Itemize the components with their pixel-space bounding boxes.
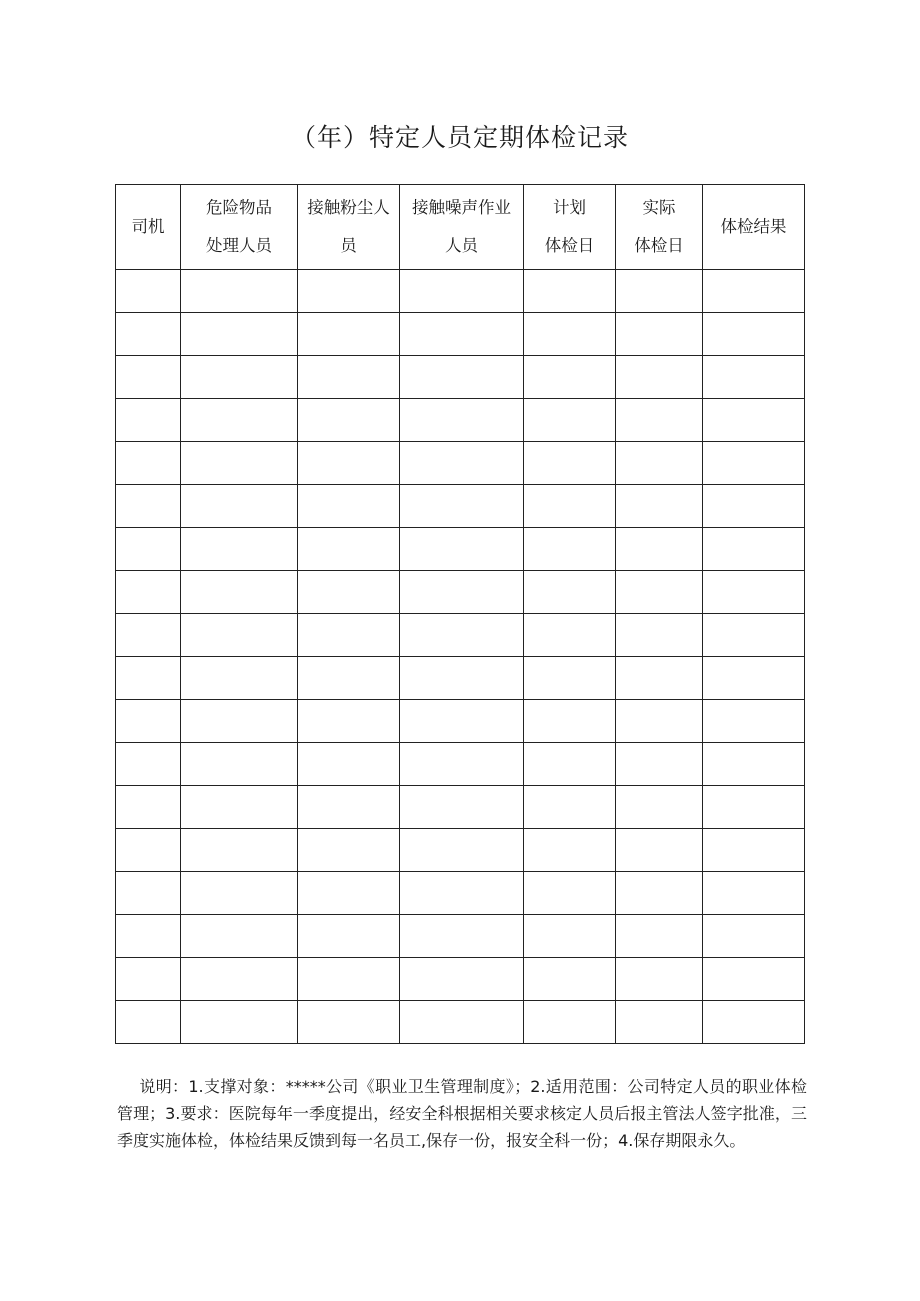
column-header-line: 接触噪声作业: [412, 198, 511, 217]
table-cell[interactable]: [116, 743, 181, 786]
table-cell[interactable]: [181, 399, 298, 442]
table-row: [116, 356, 805, 399]
table-cell[interactable]: [181, 442, 298, 485]
table-cell[interactable]: [116, 786, 181, 829]
table-cell[interactable]: [616, 571, 703, 614]
table-cell[interactable]: [703, 915, 805, 958]
page-title: （年）特定人员定期体检记录: [290, 123, 629, 152]
column-header-actual: [616, 185, 703, 270]
table-cell[interactable]: [298, 442, 400, 485]
table-cell[interactable]: [616, 786, 703, 829]
table-cell[interactable]: [181, 313, 298, 356]
table-cell[interactable]: [524, 958, 616, 1001]
table-cell[interactable]: [116, 872, 181, 915]
table-cell[interactable]: [703, 313, 805, 356]
table-cell[interactable]: [524, 786, 616, 829]
column-header-line: 司机: [131, 217, 165, 236]
column-header-hazardous: [181, 185, 298, 270]
table-cell[interactable]: [298, 1001, 400, 1044]
table-cell[interactable]: [524, 829, 616, 872]
table-cell[interactable]: [181, 614, 298, 657]
table-cell[interactable]: [181, 743, 298, 786]
table-cell[interactable]: [524, 872, 616, 915]
table-cell[interactable]: [616, 1001, 703, 1044]
table-cell[interactable]: [703, 528, 805, 571]
column-header-line: 员: [340, 236, 357, 255]
table-cell[interactable]: [524, 528, 616, 571]
table-cell[interactable]: [703, 614, 805, 657]
table-cell[interactable]: [703, 270, 805, 313]
table-row: [116, 829, 805, 872]
table-cell[interactable]: [616, 872, 703, 915]
table-cell[interactable]: [298, 399, 400, 442]
table-cell[interactable]: [116, 1001, 181, 1044]
table-cell[interactable]: [703, 442, 805, 485]
table-cell[interactable]: [298, 485, 400, 528]
table-cell[interactable]: [116, 571, 181, 614]
table-cell[interactable]: [116, 958, 181, 1001]
table-row: [116, 743, 805, 786]
table-cell[interactable]: [703, 657, 805, 700]
table-cell[interactable]: [298, 571, 400, 614]
table-cell[interactable]: [298, 313, 400, 356]
table-cell[interactable]: [703, 743, 805, 786]
table-cell[interactable]: [298, 614, 400, 657]
table-cell[interactable]: [181, 872, 298, 915]
table-cell[interactable]: [616, 614, 703, 657]
table-cell[interactable]: [703, 829, 805, 872]
table-cell[interactable]: [181, 485, 298, 528]
checkup-record-table: [115, 184, 805, 1044]
table-cell[interactable]: [181, 1001, 298, 1044]
table-row: [116, 571, 805, 614]
table-row: [116, 399, 805, 442]
table-cell[interactable]: [524, 700, 616, 743]
table-cell[interactable]: [116, 915, 181, 958]
table-row: [116, 614, 805, 657]
table-cell[interactable]: [616, 657, 703, 700]
table-cell[interactable]: [116, 485, 181, 528]
table-row: [116, 1001, 805, 1044]
table-cell[interactable]: [524, 485, 616, 528]
table-cell[interactable]: [181, 270, 298, 313]
table-cell[interactable]: [616, 313, 703, 356]
column-header-line: 体检日: [544, 236, 595, 255]
table-cell[interactable]: [181, 700, 298, 743]
table-cell[interactable]: [116, 356, 181, 399]
table-cell[interactable]: [524, 356, 616, 399]
table-cell[interactable]: [703, 356, 805, 399]
table-cell[interactable]: [400, 571, 524, 614]
table-cell[interactable]: [298, 872, 400, 915]
column-header-result: [703, 185, 805, 270]
table-cell[interactable]: [298, 958, 400, 1001]
table-cell[interactable]: [116, 270, 181, 313]
table-cell[interactable]: [116, 313, 181, 356]
table-cell[interactable]: [703, 700, 805, 743]
table-cell[interactable]: [400, 958, 524, 1001]
table-row: [116, 313, 805, 356]
column-header-line: 处理人员: [206, 236, 272, 255]
table-cell[interactable]: [400, 614, 524, 657]
table-cell[interactable]: [298, 700, 400, 743]
note-text: 说明：1.支撑对象：*****公司《职业卫生管理制度》；2.适用范围：公司特定人员的职业体检管理；3.要求：医院每年一季度提出，经安全科根据相关要求核定人员后报主管法人签字批准，三季度实施体检，体检结果反馈到每一名员工,保存一份，报安全科一份；4.保存期限永久。: [117, 1077, 807, 1150]
table-cell[interactable]: [524, 571, 616, 614]
column-header-line: 人员: [445, 236, 478, 255]
column-header-line: 接触粉尘人: [307, 198, 390, 217]
table-cell[interactable]: [616, 743, 703, 786]
table-cell[interactable]: [298, 657, 400, 700]
table-row: [116, 700, 805, 743]
table-cell[interactable]: [181, 571, 298, 614]
table-cell[interactable]: [400, 313, 524, 356]
table-cell[interactable]: [116, 657, 181, 700]
table-header-row: [116, 185, 805, 270]
table-cell[interactable]: [181, 786, 298, 829]
table-cell[interactable]: [400, 872, 524, 915]
table-cell[interactable]: [298, 786, 400, 829]
table-cell[interactable]: [616, 829, 703, 872]
table-cell[interactable]: [400, 442, 524, 485]
table-cell[interactable]: [116, 700, 181, 743]
table-cell[interactable]: [616, 528, 703, 571]
table-cell[interactable]: [181, 356, 298, 399]
table-cell[interactable]: [400, 786, 524, 829]
table-cell[interactable]: [400, 1001, 524, 1044]
column-header-line: 实际: [642, 198, 676, 217]
table-cell[interactable]: [181, 657, 298, 700]
table-cell[interactable]: [703, 485, 805, 528]
table-cell[interactable]: [400, 743, 524, 786]
table-row: [116, 485, 805, 528]
table-row: [116, 442, 805, 485]
table-cell[interactable]: [400, 657, 524, 700]
table-cell[interactable]: [400, 528, 524, 571]
table-cell[interactable]: [703, 1001, 805, 1044]
table-cell[interactable]: [616, 442, 703, 485]
table-row: [116, 270, 805, 313]
explanatory-note: [117, 1073, 807, 1154]
table-cell[interactable]: [400, 356, 524, 399]
table-cell[interactable]: [298, 356, 400, 399]
table-cell[interactable]: [524, 915, 616, 958]
table-cell[interactable]: [298, 743, 400, 786]
table-cell[interactable]: [524, 1001, 616, 1044]
column-header-line: 危险物品: [206, 198, 272, 217]
column-header-line: 计划: [553, 198, 586, 217]
table-row: [116, 958, 805, 1001]
table-cell[interactable]: [298, 915, 400, 958]
table-cell[interactable]: [116, 442, 181, 485]
table-cell[interactable]: [524, 313, 616, 356]
table-row: [116, 915, 805, 958]
column-header-dust: [298, 185, 400, 270]
table-cell[interactable]: [400, 485, 524, 528]
table-cell[interactable]: [524, 743, 616, 786]
table-row: [116, 528, 805, 571]
table-cell[interactable]: [703, 872, 805, 915]
table-cell[interactable]: [524, 442, 616, 485]
table-cell[interactable]: [116, 399, 181, 442]
table-row: [116, 872, 805, 915]
table-cell[interactable]: [524, 270, 616, 313]
table-cell[interactable]: [116, 614, 181, 657]
table-cell[interactable]: [616, 700, 703, 743]
table-cell[interactable]: [298, 528, 400, 571]
column-header-line: 体检结果: [720, 217, 787, 236]
table-cell[interactable]: [400, 270, 524, 313]
table-body: [116, 270, 805, 1044]
table-cell[interactable]: [524, 399, 616, 442]
table-cell[interactable]: [181, 528, 298, 571]
table-cell[interactable]: [616, 270, 703, 313]
table-cell[interactable]: [298, 829, 400, 872]
table-cell[interactable]: [400, 915, 524, 958]
table-cell[interactable]: [703, 571, 805, 614]
column-header-line: 体检日: [634, 236, 684, 255]
table-cell[interactable]: [400, 700, 524, 743]
table-row: [116, 786, 805, 829]
table-cell[interactable]: [616, 915, 703, 958]
table-cell[interactable]: [616, 958, 703, 1001]
table-cell[interactable]: [181, 915, 298, 958]
table-cell[interactable]: [616, 485, 703, 528]
table-cell[interactable]: [181, 958, 298, 1001]
table-cell[interactable]: [400, 399, 524, 442]
table-row: [116, 657, 805, 700]
table-cell[interactable]: [703, 399, 805, 442]
table-cell[interactable]: [703, 958, 805, 1001]
table-cell[interactable]: [298, 270, 400, 313]
table-cell[interactable]: [524, 614, 616, 657]
column-header-driver: [116, 185, 181, 270]
table-cell[interactable]: [616, 356, 703, 399]
column-header-planned: [524, 185, 616, 270]
table-cell[interactable]: [703, 786, 805, 829]
table-cell[interactable]: [524, 657, 616, 700]
column-header-noise: [400, 185, 524, 270]
table-cell[interactable]: [181, 829, 298, 872]
table-cell[interactable]: [116, 829, 181, 872]
table-cell[interactable]: [400, 829, 524, 872]
table-cell[interactable]: [616, 399, 703, 442]
table-cell[interactable]: [116, 528, 181, 571]
